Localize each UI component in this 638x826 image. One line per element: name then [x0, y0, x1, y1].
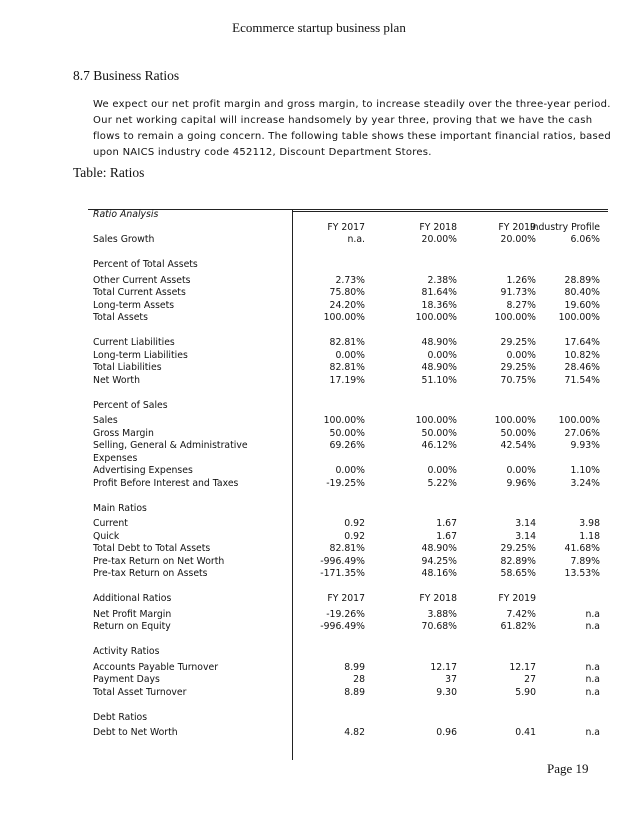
cell-value: 29.25%	[500, 543, 536, 554]
cell-value: 37	[445, 674, 457, 685]
cell-value: 0.92	[344, 530, 365, 542]
cell-value: n.a	[585, 674, 600, 685]
cell-value: 50.00%	[500, 427, 536, 439]
row-label: Sales Growth	[93, 234, 155, 245]
table-row	[88, 478, 608, 491]
cell-value: 48.90%	[421, 362, 457, 373]
cell-value: 28.46%	[564, 362, 600, 373]
cell-value: -171.35%	[320, 568, 365, 579]
cell-value: -996.49%	[320, 555, 365, 567]
cell-value: 20.00%	[421, 234, 457, 245]
cell-value: 7.89%	[570, 555, 600, 567]
cell-value: 3.88%	[427, 608, 457, 620]
row-label: Current Liabilities	[93, 337, 175, 348]
assets-group	[88, 275, 608, 325]
table-title: Ratio Analysis	[93, 209, 159, 220]
cell-value: 29.25%	[500, 337, 536, 348]
cell-value: 17.19%	[329, 374, 365, 386]
cell-value: 28.89%	[564, 274, 600, 286]
cell-value: 2.38%	[427, 274, 457, 286]
cell-value: 75.80%	[329, 287, 365, 298]
row-label: Net Worth	[93, 374, 140, 386]
group-heading-row	[88, 712, 608, 725]
cell-value: 80.40%	[564, 287, 600, 298]
group-heading-row	[88, 259, 608, 272]
cell-value: n.a.	[347, 234, 365, 245]
cell-value: 27.06%	[564, 427, 600, 439]
main-ratios-group	[88, 518, 608, 581]
row-label: Sales	[93, 415, 118, 426]
group-heading: Percent of Sales	[93, 399, 168, 411]
cell-value: 100.00%	[494, 312, 536, 323]
cell-value: 1.26%	[506, 274, 536, 286]
cell-value: 8.27%	[506, 299, 536, 311]
table-row	[88, 428, 608, 441]
row-label: Other Current Assets	[93, 274, 191, 286]
cell-value: 100.00%	[323, 415, 365, 426]
cell-value: 69.26%	[329, 440, 365, 451]
cell-value: n.a	[585, 727, 600, 738]
table-caption: Table: Ratios	[73, 165, 145, 180]
table-row	[88, 727, 608, 740]
row-label: Net Profit Margin	[93, 608, 172, 620]
cell-value: 5.22%	[427, 477, 457, 489]
row-label: Total Asset Turnover	[93, 686, 187, 698]
cell-value: 3.14	[515, 518, 536, 529]
cell-value: 58.65%	[500, 568, 536, 579]
cell-value: 19.60%	[564, 299, 600, 311]
cell-value: 50.00%	[421, 427, 457, 439]
column-header: FY 2019	[498, 593, 536, 604]
cell-value: 82.89%	[500, 555, 536, 567]
row-label: Long-term Liabilities	[93, 349, 188, 361]
group-heading: Main Ratios	[93, 502, 147, 514]
cell-value: 0.00%	[335, 465, 365, 476]
table-row	[88, 687, 608, 700]
cell-value: 0.00%	[506, 349, 536, 361]
table-row	[88, 543, 608, 556]
cell-value: 1.67	[436, 518, 457, 529]
page-number: Page 19	[547, 761, 589, 776]
table-row	[88, 556, 608, 569]
cell-value: 3.98	[579, 518, 600, 529]
cell-value: 12.17	[430, 661, 457, 673]
ratios-table	[88, 209, 608, 740]
cell-value: 17.64%	[564, 337, 600, 348]
table-row	[88, 287, 608, 300]
cell-value: 2.73%	[335, 274, 365, 286]
group-heading: Additional Ratios	[93, 593, 172, 604]
cell-value: 0.00%	[335, 349, 365, 361]
group-heading-row	[88, 400, 608, 413]
cell-value: 100.00%	[558, 312, 600, 323]
table-row	[88, 674, 608, 687]
cell-value: 82.81%	[329, 362, 365, 373]
table-title-row	[88, 209, 608, 222]
cell-value: 100.00%	[494, 415, 536, 426]
cell-value: 41.68%	[564, 543, 600, 554]
cell-value: 70.75%	[500, 374, 536, 386]
activity-ratios-group	[88, 662, 608, 700]
row-label: Advertising Expenses	[93, 465, 193, 476]
row-label: Debt to Net Worth	[93, 727, 178, 738]
cell-value: 100.00%	[323, 312, 365, 323]
table-row	[88, 621, 608, 634]
table-row	[88, 300, 608, 313]
cell-value: 100.00%	[558, 415, 600, 426]
cell-value: 1.18	[579, 530, 600, 542]
group-heading: Percent of Total Assets	[93, 259, 198, 270]
cell-value: 3.14	[515, 530, 536, 542]
cell-value: -996.49%	[320, 621, 365, 632]
intro-paragraph: We expect our net profit margin and gross margin, to increase steadily over the three-year period. Our net working capital will increase handsomely by year three, proving that we have the cash flows to remain a going concern. The following table shows these important financial ratios, based upon NAICS industry code 452112, Discount Department Stores.	[93, 99, 612, 158]
page-header: Ecommerce startup business plan	[232, 20, 406, 35]
debt-ratios-group	[88, 727, 608, 740]
sales-group	[88, 415, 608, 490]
table-row	[88, 465, 608, 478]
column-header: Industry Profile	[529, 221, 600, 233]
cell-value: 94.25%	[421, 555, 457, 567]
group-heading: Debt Ratios	[93, 711, 148, 723]
liabilities-group	[88, 337, 608, 387]
table-row	[88, 609, 608, 622]
cell-value: 12.17	[509, 661, 536, 673]
cell-value: 29.25%	[500, 362, 536, 373]
section-title: 8.7 Business Ratios	[73, 68, 180, 83]
table-row	[88, 350, 608, 363]
row-label: Accounts Payable Turnover	[93, 661, 219, 673]
table-row	[88, 375, 608, 388]
cell-value: 8.99	[344, 661, 365, 673]
row-label: Long-term Assets	[93, 299, 175, 311]
cell-value: 46.12%	[421, 440, 457, 451]
cell-value: 61.82%	[500, 621, 536, 632]
cell-value: 48.90%	[421, 543, 457, 554]
table-row	[88, 234, 608, 247]
cell-value: 42.54%	[500, 440, 536, 451]
cell-value: n.a	[585, 661, 600, 673]
cell-value: n.a	[585, 621, 600, 632]
cell-value: -19.26%	[326, 608, 365, 620]
cell-value: 0.41	[515, 727, 536, 738]
cell-value: 1.10%	[570, 465, 600, 476]
cell-value: 100.00%	[415, 312, 457, 323]
cell-value: 13.53%	[564, 568, 600, 579]
table-row	[88, 275, 608, 288]
cell-value: 0.00%	[506, 465, 536, 476]
row-label: Total Current Assets	[93, 287, 186, 298]
row-label: Total Liabilities	[93, 362, 162, 373]
cell-value: 81.64%	[421, 287, 457, 298]
cell-value: 48.90%	[421, 337, 457, 348]
row-label: Gross Margin	[93, 427, 154, 439]
row-label: Current	[93, 518, 128, 529]
cell-value: 82.81%	[329, 543, 365, 554]
row-label: Profit Before Interest and Taxes	[93, 477, 239, 489]
cell-value: 0.92	[344, 518, 365, 529]
table-row	[88, 531, 608, 544]
cell-value: 0.96	[436, 727, 457, 738]
cell-value: 1.67	[436, 530, 457, 542]
row-label: Total Assets	[93, 312, 148, 323]
row-label: Payment Days	[93, 674, 160, 685]
group-heading: Activity Ratios	[93, 646, 160, 657]
cell-value: 10.82%	[564, 349, 600, 361]
table-row	[88, 415, 608, 428]
table-row	[88, 440, 608, 465]
row-label: Selling, General & Administrative Expenses	[93, 440, 248, 464]
cell-value: n.a	[585, 686, 600, 698]
additional-ratios-group	[88, 609, 608, 634]
table-row	[88, 362, 608, 375]
cell-value: 91.73%	[500, 287, 536, 298]
table-row	[88, 312, 608, 325]
table-row	[88, 662, 608, 675]
column-header: FY 2018	[419, 593, 457, 604]
cell-value: 18.36%	[421, 299, 457, 311]
cell-value: 20.00%	[500, 234, 536, 245]
cell-value: 71.54%	[564, 374, 600, 386]
cell-value: 100.00%	[415, 415, 457, 426]
cell-value: 27	[524, 674, 536, 685]
table-row	[88, 518, 608, 531]
group-heading-row	[88, 593, 608, 606]
cell-value: 0.00%	[427, 465, 457, 476]
row-label: Pre-tax Return on Net Worth	[93, 555, 225, 567]
cell-value: 28	[353, 674, 365, 685]
cell-value: 0.00%	[427, 349, 457, 361]
cell-value: 70.68%	[421, 621, 457, 632]
row-label: Return on Equity	[93, 621, 171, 632]
cell-value: 4.82	[344, 727, 365, 738]
cell-value: 7.42%	[506, 608, 536, 620]
group-heading-row	[88, 503, 608, 516]
table-row	[88, 568, 608, 581]
table-row	[88, 337, 608, 350]
cell-value: n.a	[585, 608, 600, 620]
cell-value: 9.30	[436, 686, 457, 698]
cell-value: 8.89	[344, 686, 365, 698]
row-label: Total Debt to Total Assets	[93, 543, 211, 554]
cell-value: 48.16%	[421, 568, 457, 579]
column-header: FY 2018	[419, 221, 457, 233]
cell-value: 6.06%	[570, 234, 600, 245]
cell-value: 9.96%	[506, 477, 536, 489]
cell-value: 9.93%	[570, 440, 600, 451]
row-label: Pre-tax Return on Assets	[93, 568, 208, 579]
column-header: FY 2019	[498, 221, 536, 233]
cell-value: 82.81%	[329, 337, 365, 348]
column-header: FY 2017	[327, 593, 365, 604]
group-heading-row	[88, 646, 608, 659]
column-header-row	[88, 222, 608, 235]
cell-value: 51.10%	[421, 374, 457, 386]
cell-value: 5.90	[515, 686, 536, 698]
cell-value: -19.25%	[326, 477, 365, 489]
cell-value: 50.00%	[329, 427, 365, 439]
cell-value: 24.20%	[329, 299, 365, 311]
cell-value: 3.24%	[570, 477, 600, 489]
column-header: FY 2017	[327, 221, 365, 233]
row-label: Quick	[93, 530, 120, 542]
